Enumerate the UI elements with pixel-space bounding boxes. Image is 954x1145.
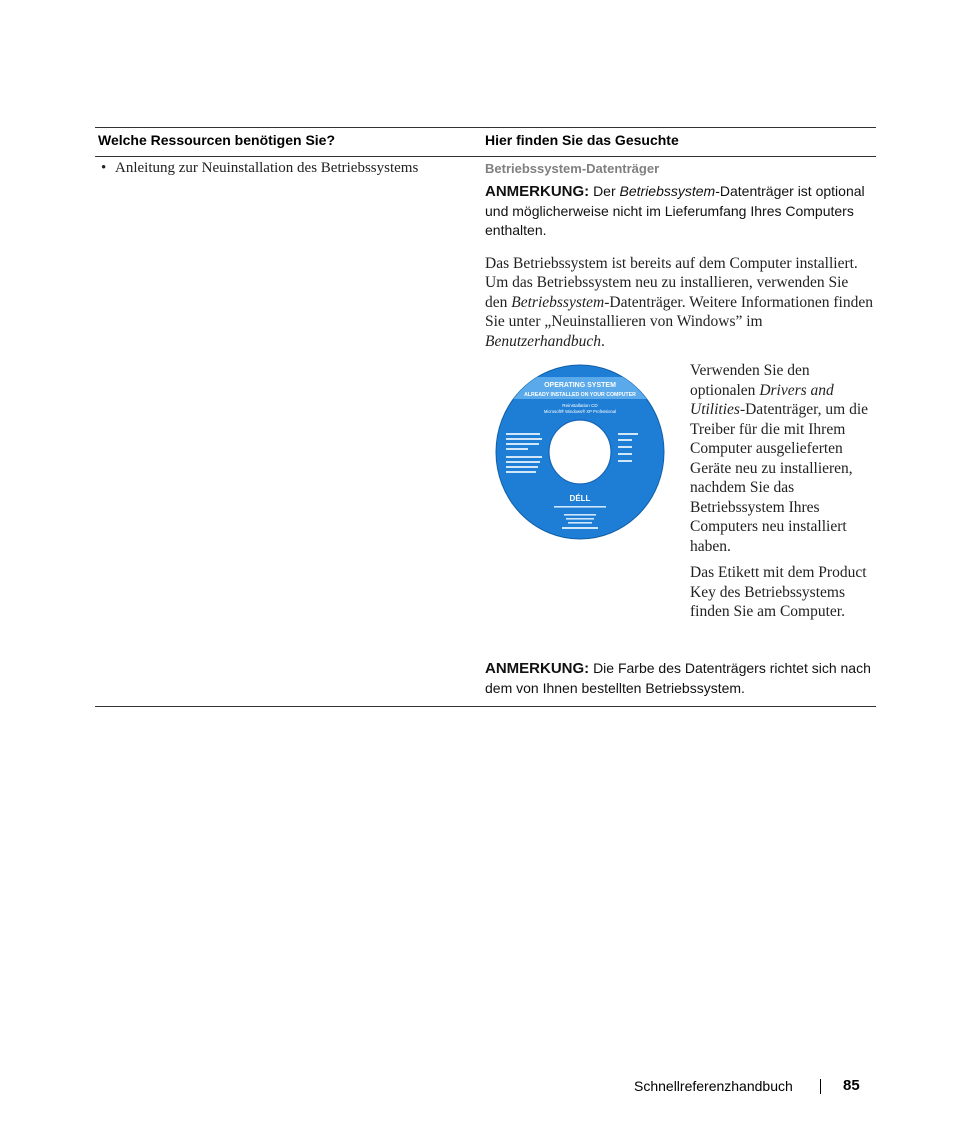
para-text-a: Das Betriebssystem ist bereits auf dem Computer installiert. Um das Betriebssystem neu zu installieren, verwenden Sie den <box>485 254 858 311</box>
cd-image <box>494 363 666 541</box>
table-row <box>95 157 876 706</box>
drivers-text-italic: Drivers and Utilities <box>690 381 834 418</box>
bullet-dot-icon: • <box>101 160 107 176</box>
reinstall-paragraph <box>485 254 873 352</box>
footer-separator <box>820 1079 821 1094</box>
page-number: 85 <box>843 1077 860 1094</box>
para-text-italic-b: Betriebssystem <box>511 293 605 311</box>
section-heading: Betriebssystem-Datenträger <box>485 161 660 176</box>
resource-table <box>95 127 876 707</box>
note2-label: ANMERKUNG: <box>485 660 590 677</box>
para-text-italic-d: Benutzerhandbuch <box>485 332 601 350</box>
footer-title: Schnellreferenzhandbuch <box>634 1078 793 1094</box>
cd-label-top: OPERATING SYSTEM <box>544 382 616 389</box>
cd-section <box>485 361 873 651</box>
cd-title1: Reinstallation CD <box>562 403 598 408</box>
cd-label-sub: ALREADY INSTALLED ON YOUR COMPUTER <box>524 392 636 398</box>
product-key-paragraph: Das Etikett mit dem Product Key des Betriebssystems finden Sie am Computer. <box>690 564 867 620</box>
note-label: ANMERKUNG: <box>485 183 590 200</box>
note-text-b: -Datenträger ist optional und möglicherweise nicht im Lieferumfang Ihres Computers enthalten. <box>485 183 865 238</box>
where-to-find-cell <box>485 161 873 651</box>
cd-title2: Microsoft® Windows® XP Professional <box>543 409 617 414</box>
note-disc-color <box>485 659 873 698</box>
cd-brand: DÉLL <box>569 494 591 503</box>
page-footer <box>634 1077 864 1097</box>
cd-hole-ring <box>549 420 611 484</box>
note-optional-media <box>485 182 873 241</box>
bullet-text: Anleitung zur Neuinstallation des Betriebssystems <box>115 160 419 176</box>
cd-side-text <box>690 361 870 629</box>
note2-text: Die Farbe des Datenträgers richtet sich nach dem von Ihnen bestellten Betriebssystem. <box>485 660 871 696</box>
table-header <box>95 128 876 157</box>
para-text-c: -Datenträger. Weitere Informationen finden Sie unter „Neuinstallieren von Windows” im <box>485 293 873 330</box>
drivers-text-a: Verwenden Sie den optionalen <box>690 362 810 399</box>
note-text-italic: Betriebssystem <box>619 183 716 199</box>
drivers-paragraph <box>690 361 870 556</box>
header-resources: Welche Ressourcen benötigen Sie? <box>98 132 336 148</box>
note-text-a: Der <box>593 183 616 199</box>
para-text-e: . <box>600 332 605 350</box>
header-where-to-find: Hier finden Sie das Gesuchte <box>485 132 679 148</box>
drivers-text-c: -Datenträger, um die Treiber für die mit Ihrem Computer ausgelieferten Geräte neu zu installieren, nachdem Sie das Betriebssystem Ihres Computers neu installiert haben. <box>690 401 869 555</box>
bullet-item <box>101 160 461 177</box>
